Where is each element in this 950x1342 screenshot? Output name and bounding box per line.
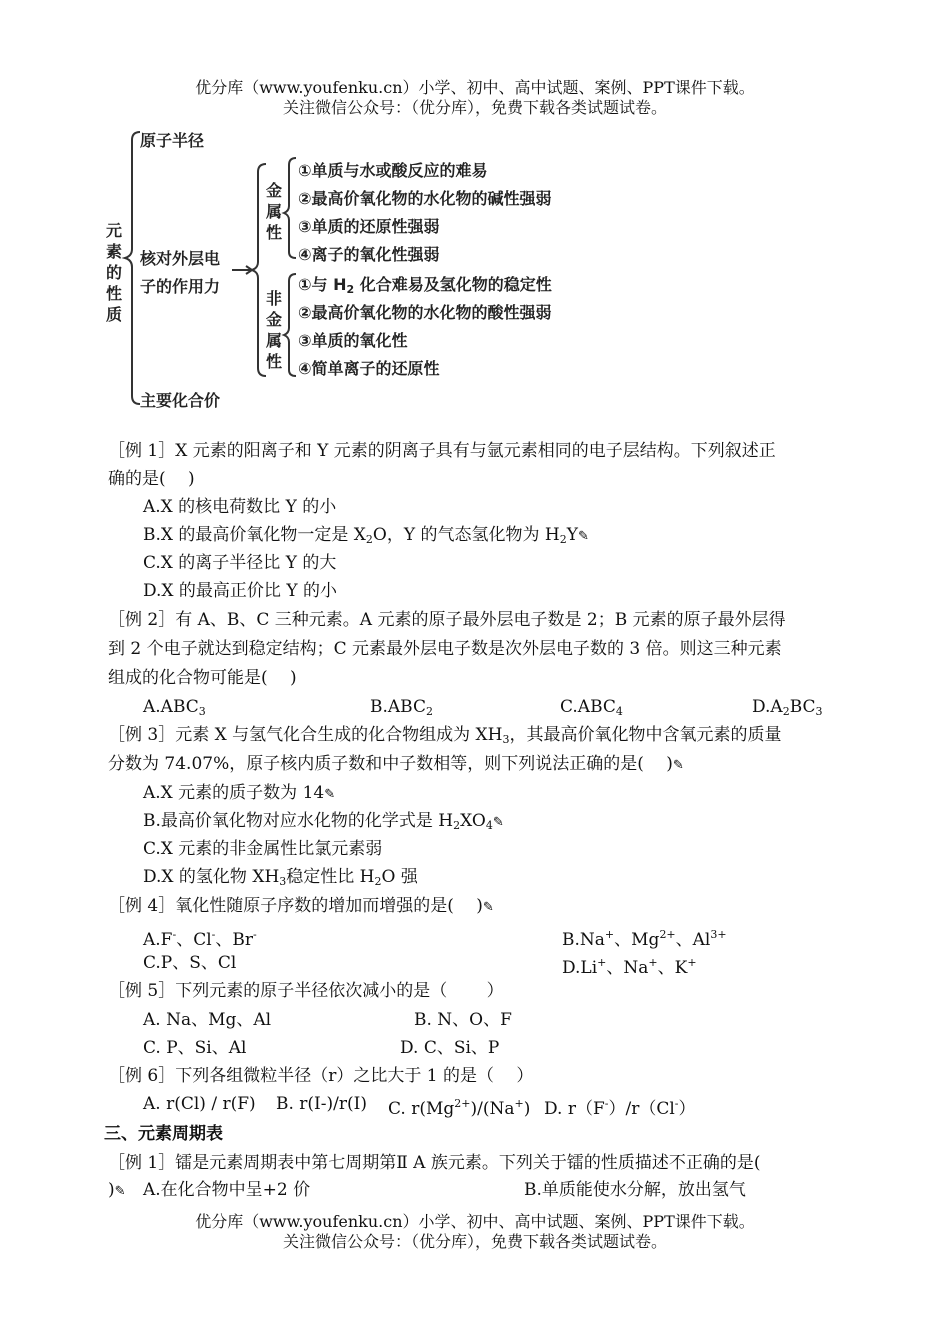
edit-mark-icon: ✎ xyxy=(482,900,494,915)
nonmetal-item-2: ②最高价氧化物的水化物的酸性强弱 xyxy=(298,303,552,322)
metal-item-1: ①单质与水或酸反应的难易 xyxy=(298,161,488,180)
ex3-option-d: D.X 的氢化物 $XH_3$稳定性比 $H_2O$ 强 xyxy=(143,867,418,888)
root-brace xyxy=(125,132,140,404)
ex2-option-b: $B.ABC_2$ xyxy=(370,697,433,718)
footer-line-1: 优分库（www.youfenku.cn）小学、初中、高中试题、案例、PPT课件下载。 xyxy=(195,1212,755,1231)
nonmetal-brace xyxy=(284,274,296,376)
section3-ex1-stem-2: )✎ xyxy=(108,1180,126,1200)
ex1-stem-1: ［例 1］X 元素的阳离子和 Y 元素的阴离子具有与氩元素相同的电子层结构。下列叙述正 xyxy=(108,441,776,461)
nonmetal-item-1: ①与 $H_2$ 化合难易及氢化物的稳定性 xyxy=(298,275,552,296)
ex4-option-c: C.P、S、Cl xyxy=(143,953,237,973)
edit-mark-icon: ✎ xyxy=(492,815,504,830)
ex1-stem-2: 确的是( ) xyxy=(108,469,195,489)
ex4-option-b: B.Na+、$Mg^{2+}$、$Al^{3+}$ xyxy=(562,928,727,950)
edit-mark-icon: ✎ xyxy=(114,1184,126,1199)
root-label: 元 素 的 性 质 xyxy=(105,221,122,324)
metal-item-4: ④离子的氧化性强弱 xyxy=(298,245,440,264)
nucleus-force-label-2: 子的作用力 xyxy=(140,277,221,296)
section-3-title: 三、元素周期表 xyxy=(104,1124,223,1144)
header-line-1: 优分库（www.youfenku.cn）小学、初中、高中试题、案例、PPT课件下载。 xyxy=(195,78,755,97)
element-property-diagram xyxy=(100,124,620,414)
ex4-option-a: A.F-、Cl-、Br- xyxy=(143,928,257,950)
nonmetal-item-3: ③单质的氧化性 xyxy=(298,331,408,350)
nonmetal-item-4: ④简单离子的还原性 xyxy=(298,359,440,378)
ex6-option-b: B. r(I-)/r(I) xyxy=(276,1094,367,1114)
ex6-option-d: D. r（F-）/r（Cl-） xyxy=(544,1097,696,1119)
ex4-stem: ［例 4］氧化性随原子序数的增加而增强的是( )✎ xyxy=(108,896,494,916)
footer-line-2: 关注微信公众号：（优分库），免费下载各类试题试卷。 xyxy=(282,1232,667,1251)
ex3-option-c: C.X 元素的非金属性比氯元素弱 xyxy=(143,839,383,859)
ex6-option-a: A. r(Cl) / r(F) xyxy=(143,1094,256,1114)
section3-ex1-option-a: A.在化合物中呈+2 价 xyxy=(143,1180,311,1200)
ex5-option-d: D. C、Si、P xyxy=(400,1038,500,1058)
main-valence-label: 主要化合价 xyxy=(140,391,221,410)
ex4-option-d: D.Li+、Na+、K+ xyxy=(562,956,697,978)
ex2-stem-2: 到 2 个电子就达到稳定结构；C 元素最外层电子数是次外层电子数的 3 倍。则这三种元素 xyxy=(108,639,782,659)
ex1-option-b: B.X 的最高价氧化物一定是 $X_2O$，Y 的气态氢化物为 $H_2Y✎$ xyxy=(143,525,589,546)
header-line-2: 关注微信公众号：（优分库），免费下载各类试题试卷。 xyxy=(282,98,667,117)
ex6-option-c: C. $r(Mg^{2+})/(Na^+)$ xyxy=(388,1097,531,1119)
ex5-option-b: B. N、O、F xyxy=(414,1010,512,1030)
nonmetal-label: 非 金 属 性 xyxy=(265,289,282,371)
ex1-option-a: A.X 的核电荷数比 Y 的小 xyxy=(143,497,337,517)
atomic-radius-label: 原子半径 xyxy=(140,131,205,150)
edit-mark-icon: ✎ xyxy=(324,787,336,802)
ex2-stem-1: ［例 2］有 A、B、C 三种元素。A 元素的原子最外层电子数是 2；B 元素的原子最外层得 xyxy=(108,610,786,630)
metal-item-3: ③单质的还原性强弱 xyxy=(298,217,440,236)
ex2-option-c: $C.ABC_4$ xyxy=(560,697,623,718)
ex3-option-b: B.最高价氧化物对应水化物的化学式是 $H_2XO_4✎$ xyxy=(143,811,504,832)
ex2-stem-3: 组成的化合物可能是( ) xyxy=(108,668,297,688)
ex1-option-d: D.X 的最高正价比 Y 的小 xyxy=(143,581,337,601)
section3-ex1-option-b: B.单质能使水分解，放出氢气 xyxy=(524,1180,746,1200)
ex6-stem: ［例 6］下列各组微粒半径（r）之比大于 1 的是（ ） xyxy=(108,1066,534,1086)
metal-item-2: ②最高价氧化物的水化物的碱性强弱 xyxy=(298,189,552,208)
ex3-stem-2: 分数为 74.07%，原子核内质子数和中子数相等，则下列说法正确的是( )✎ xyxy=(108,754,684,774)
ex5-option-c: C. P、Si、Al xyxy=(143,1038,247,1058)
ex3-option-a: A.X 元素的质子数为 14✎ xyxy=(143,783,336,803)
section3-ex1-stem: ［例 1］镭是元素周期表中第七周期第Ⅱ A 族元素。下列关于镭的性质描述不正确的是( xyxy=(108,1153,761,1173)
metal-label: 金 属 性 xyxy=(265,181,282,242)
ex2-option-a: $A.ABC_3$ xyxy=(143,697,206,718)
ex2-option-d: $D.A_2BC_3$ xyxy=(752,697,823,718)
ex5-option-a: A. Na、Mg、Al xyxy=(143,1010,272,1030)
ex3-stem-1: ［例 3］元素 X 与氢气化合生成的化合物组成为 $XH_3$，其最高价氧化物中含氧元素的质量 xyxy=(108,725,782,746)
metal-brace xyxy=(284,158,296,258)
edit-mark-icon: ✎ xyxy=(672,758,684,773)
ex1-option-c: C.X 的离子半径比 Y 的大 xyxy=(143,553,337,573)
ex5-stem: ［例 5］下列元素的原子半径依次减小的是（ ） xyxy=(108,981,504,1001)
nucleus-force-label-1: 核对外层电 xyxy=(140,249,221,268)
edit-mark-icon: ✎ xyxy=(577,529,589,544)
